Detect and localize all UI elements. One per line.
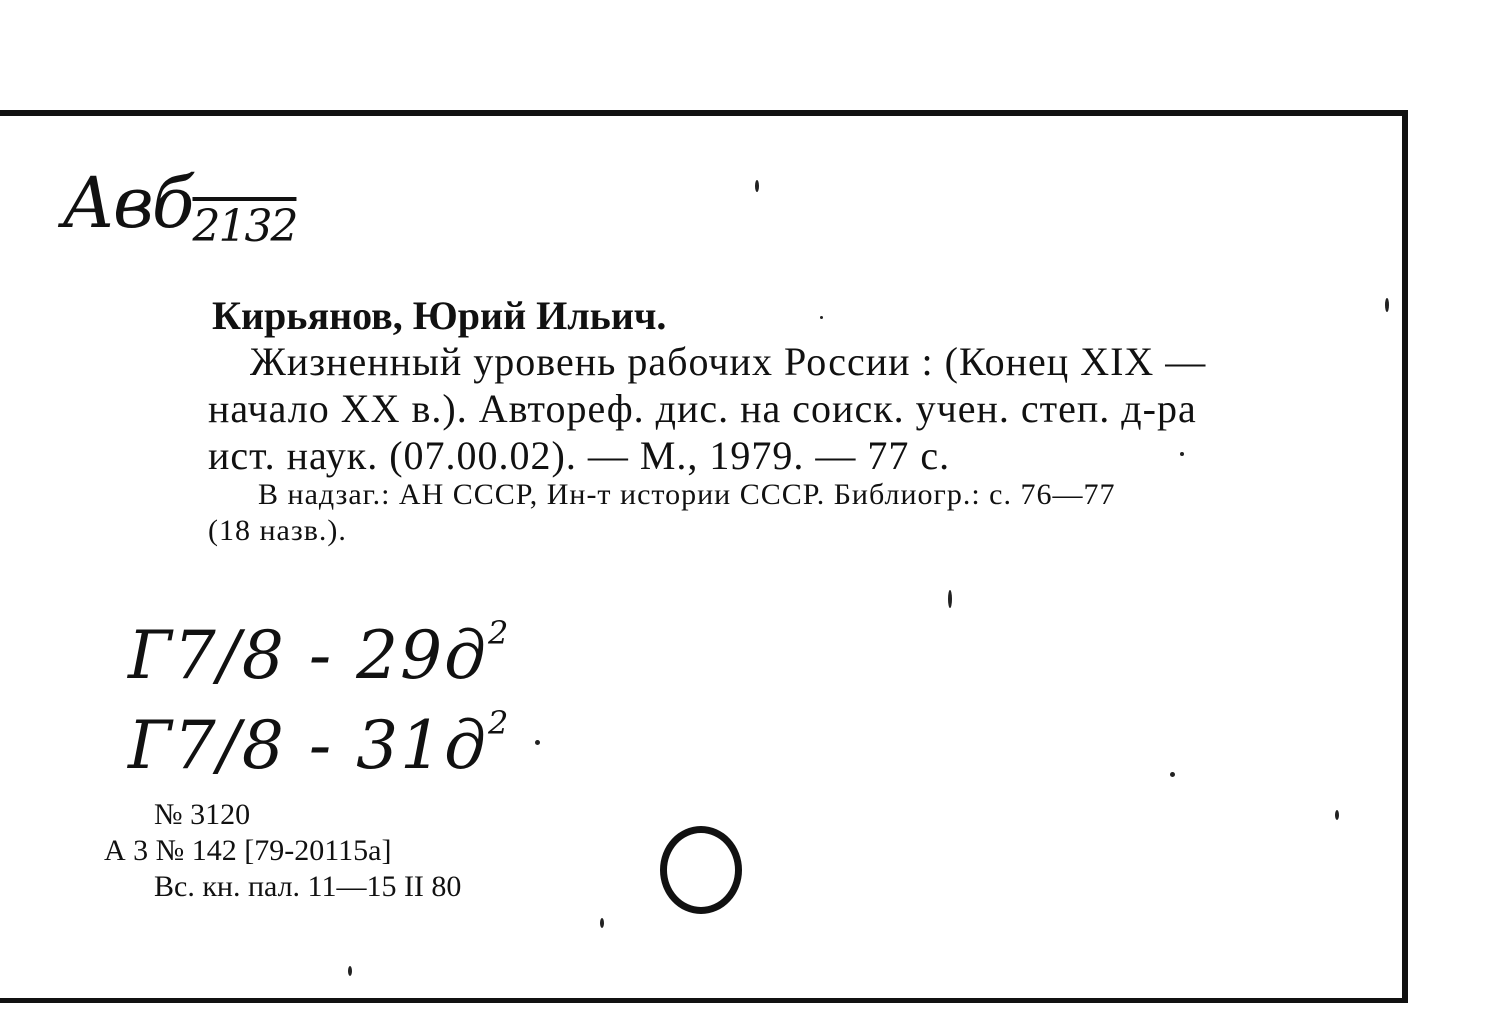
scan-speck	[535, 740, 540, 745]
title-line-3: ист. наук. (07.00.02). — М., 1979. — 77 с.	[208, 433, 951, 478]
scan-speck	[348, 966, 352, 976]
scan-speck	[755, 180, 759, 192]
imprint-line-1: № 3120	[154, 798, 251, 831]
imprint-line-3: Вс. кн. пал. 11—15 II 80	[154, 870, 462, 903]
author-heading: Кирьянов, Юрий Ильич.	[212, 293, 667, 338]
code-text: Г7/8 - 31д	[128, 707, 488, 784]
note-line-2: (18 назв.).	[208, 514, 347, 547]
punch-hole-ring	[660, 826, 742, 914]
handwritten-code-1	[128, 614, 510, 694]
code-superscript: 2	[488, 704, 511, 742]
shelfmark-number: 2132	[192, 201, 297, 252]
scan-speck	[820, 316, 823, 319]
title-line-2: начало XX в.). Автореф. дис. на соиск. учен. степ. д-ра	[208, 386, 1197, 431]
handwritten-code-2	[128, 704, 510, 784]
scan-speck	[1385, 298, 1389, 312]
scan-speck	[1335, 810, 1339, 820]
scan-speck	[1170, 772, 1175, 777]
shelfmark-main: Авб	[62, 162, 193, 244]
code-text: Г7/8 - 29д	[128, 617, 488, 694]
scan-speck	[948, 590, 952, 608]
imprint-line-2: А 3 № 142 [79-20115а]	[104, 834, 392, 867]
scan-speck	[600, 918, 604, 928]
scan-speck	[1180, 452, 1184, 456]
title-line-1: Жизненный уровень рабочих России : (Конец XIX —	[250, 339, 1207, 384]
shelfmark	[62, 162, 296, 252]
code-superscript: 2	[488, 614, 511, 652]
note-line-1: В надзаг.: АН СССР, Ин-т истории СССР. Библиогр.: с. 76—77	[258, 478, 1116, 511]
